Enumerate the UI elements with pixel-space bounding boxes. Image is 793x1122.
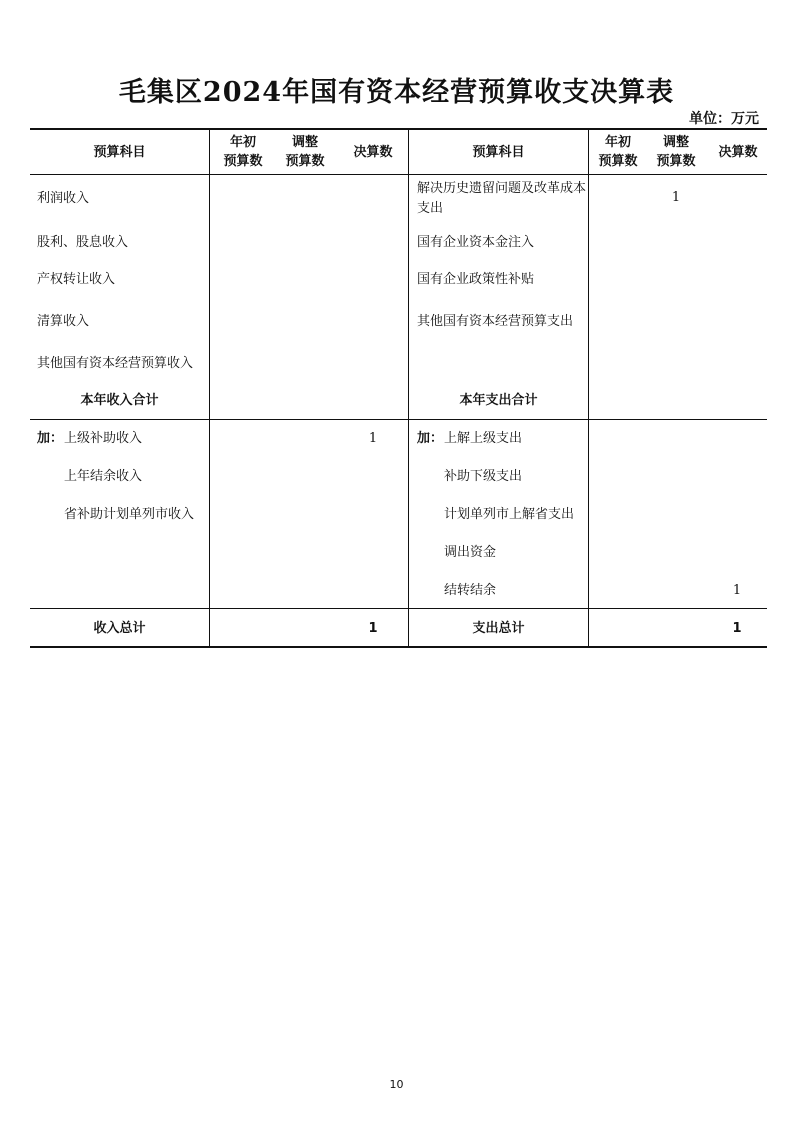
page-title: 毛集区2024年国有资本经营预算收支决算表 xyxy=(118,77,675,108)
income-grand-total-final: 1 xyxy=(368,621,378,636)
income-item: 利润收入 xyxy=(37,191,90,206)
expense-first-adjust: 1 xyxy=(671,190,681,205)
header-right-adjust-line2: 预算数 xyxy=(656,154,696,169)
col-divider-middle xyxy=(408,129,409,647)
header-right-initial xyxy=(590,133,646,171)
table-top-rule xyxy=(30,128,767,130)
table-bottom-rule xyxy=(30,646,767,648)
header-right-subject: 预算科目 xyxy=(472,145,525,160)
income-item: 其他国有资本经营预算收入 xyxy=(37,356,194,371)
header-right-final: 决算数 xyxy=(718,145,758,160)
header-left-final: 决算数 xyxy=(353,145,393,160)
expense-carry-final: 1 xyxy=(732,583,742,598)
expense-add-item: 调出资金 xyxy=(444,545,497,560)
expense-item: 国有企业资本金注入 xyxy=(417,235,535,250)
expense-add-item: 计划单列市上解省支出 xyxy=(444,507,575,522)
income-total-label: 本年收入合计 xyxy=(80,393,159,408)
header-right-initial-line2: 预算数 xyxy=(598,154,638,169)
expense-grand-total-label: 支出总计 xyxy=(472,621,525,636)
income-item: 产权转让收入 xyxy=(37,272,116,287)
income-item: 清算收入 xyxy=(37,314,90,329)
section-rule-2 xyxy=(30,608,767,609)
header-left-adjust xyxy=(275,133,335,171)
unit-label: 单位：万元 xyxy=(689,111,759,127)
expense-add-item: 上解上级支出 xyxy=(444,431,523,446)
expense-add-prefix: 加： xyxy=(417,431,444,446)
income-add-prefix: 加： xyxy=(37,431,64,446)
header-right-adjust-line1: 调整 xyxy=(662,135,689,150)
page-number: 10 xyxy=(389,1078,404,1091)
income-add-first-final: 1 xyxy=(368,431,378,446)
header-right-initial-line1: 年初 xyxy=(604,135,631,150)
expense-add-item: 结转结余 xyxy=(444,583,497,598)
header-left-initial xyxy=(213,133,273,171)
income-add-item: 省补助计划单列市收入 xyxy=(64,507,195,522)
expense-total-label: 本年支出合计 xyxy=(459,393,538,408)
income-add-item: 上级补助收入 xyxy=(64,431,143,446)
header-left-adjust-line1: 调整 xyxy=(291,135,318,150)
income-grand-total-label: 收入总计 xyxy=(93,621,146,636)
income-item: 股利、股息收入 xyxy=(37,235,129,250)
expense-item: 解决历史遗留问题及改革成本支出 xyxy=(417,181,587,216)
income-add-item: 上年结余收入 xyxy=(64,469,143,484)
expense-grand-total-final: 1 xyxy=(732,621,742,636)
expense-item: 其他国有资本经营预算支出 xyxy=(417,314,574,329)
header-bottom-rule xyxy=(30,174,767,175)
header-left-adjust-line2: 预算数 xyxy=(285,154,325,169)
expense-item: 国有企业政策性补贴 xyxy=(417,272,535,287)
header-right-adjust xyxy=(647,133,705,171)
header-left-initial-line1: 年初 xyxy=(229,135,256,150)
header-left-subject: 预算科目 xyxy=(93,145,146,160)
expense-add-item: 补助下级支出 xyxy=(444,469,523,484)
col-divider-left xyxy=(209,129,210,647)
header-left-initial-line2: 预算数 xyxy=(223,154,263,169)
section-rule-1 xyxy=(30,419,767,420)
